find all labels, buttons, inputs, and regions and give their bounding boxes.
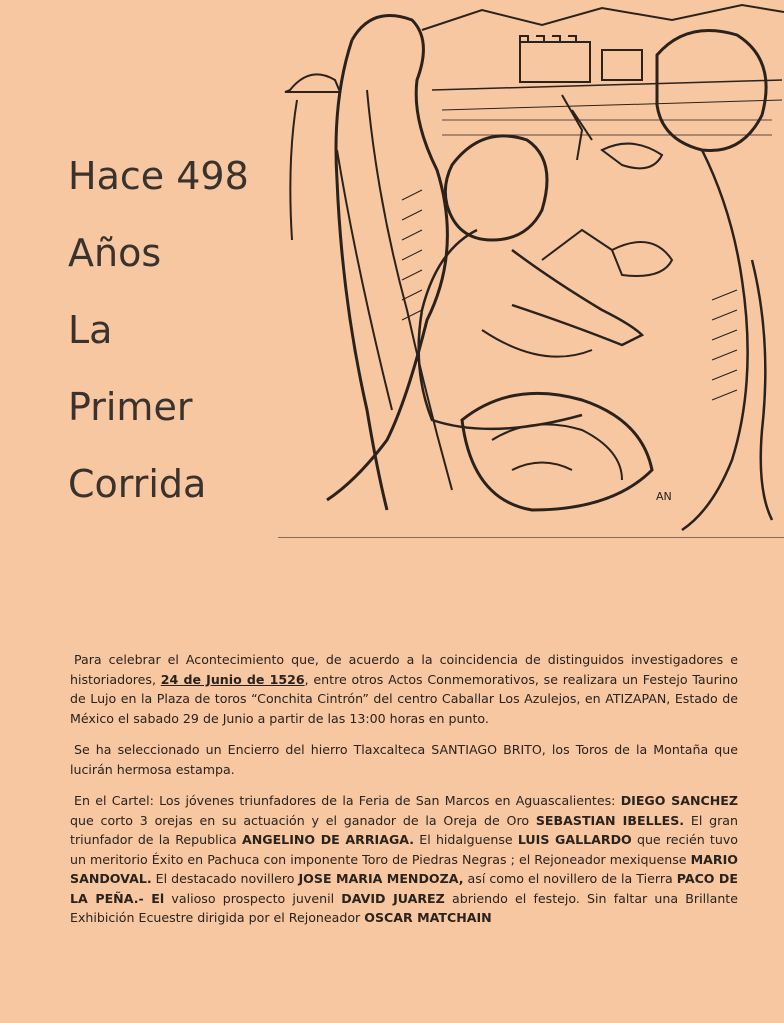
- p3-text-6: El destacado novillero: [151, 871, 299, 886]
- headline-line-4: Primer: [68, 385, 193, 429]
- name-4: LUIS GALLARDO: [517, 832, 632, 847]
- p3-text-9: abriendo el festejo. Sin faltar una Brillante Exhibición Ecuestre dirigida por el Rejoneador: [70, 890, 738, 925]
- announcement-body: [70, 650, 738, 940]
- p3-text-2: que corto 3 orejas en su actuación y el ganador de la Oreja de Oro: [70, 812, 536, 828]
- name-8: DAVID JUAREZ: [341, 890, 445, 906]
- p3-text-1: En el Cartel: Los jóvenes triunfadores de la Feria de San Marcos en Aguascalientes:: [74, 793, 621, 808]
- p3-text-8: valioso prospecto juvenil: [164, 890, 342, 906]
- p1-text-b: , entre otros Actos Conmemorativos, se realizara un Festejo Taurino de Lujo en la Plaza de toros “Conchita Cintrón” del centro Caballar Los Azulejos, en ATIZAPAN, Estado de México el sabado 29 de Junio a partir de las 13:00 horas en punto.: [70, 671, 738, 726]
- name-2: SEBASTIAN IBELLES.: [535, 812, 685, 828]
- p3-text-3: El gran triunfador de la Republica: [70, 812, 739, 847]
- headline-line-1: Hace 498: [68, 154, 249, 198]
- headline-line-5: Corrida: [68, 462, 207, 506]
- event-date: 24 de Junio de 1526: [160, 671, 305, 687]
- p3-text-5: que recién tuvo un meritorio Éxito en Pachuca con imponente Toro de Piedras Negras ; el Rejoneador mexiquense: [70, 832, 738, 867]
- name-7: PACO DE LA PEÑA.- El: [70, 871, 738, 906]
- paragraph-2: Se ha seleccionado un Encierro del hierro Tlaxcalteca SANTIAGO BRITO, los Toros de la Montaña que lucirán hermosa estampa.: [70, 742, 738, 777]
- name-3: ANGELINO DE ARRIAGA.: [241, 832, 415, 847]
- name-9: OSCAR MATCHAIN: [364, 910, 492, 925]
- name-6: JOSE MARIA MENDOZA,: [298, 871, 464, 886]
- headline: [68, 138, 249, 523]
- p3-text-4: El hidalguense: [414, 832, 518, 847]
- headline-line-2: Años: [68, 231, 162, 275]
- paragraph-3: [70, 791, 738, 928]
- headline-line-3: La: [68, 308, 113, 352]
- paragraph-1: [70, 650, 738, 728]
- p3-text-7: así como el novillero de la Tierra: [463, 871, 677, 886]
- p1-text-a: Para celebrar el Acontecimiento que, de acuerdo a la coincidencia de distinguidos investigadores e historiadores,: [70, 652, 738, 687]
- bullfight-illustration: [282, 0, 784, 535]
- name-1: DIEGO SANCHEZ: [620, 793, 738, 808]
- artist-signature: AN: [656, 490, 672, 503]
- divider-line: [278, 537, 784, 538]
- name-5: MARIO SANDOVAL.: [70, 851, 738, 886]
